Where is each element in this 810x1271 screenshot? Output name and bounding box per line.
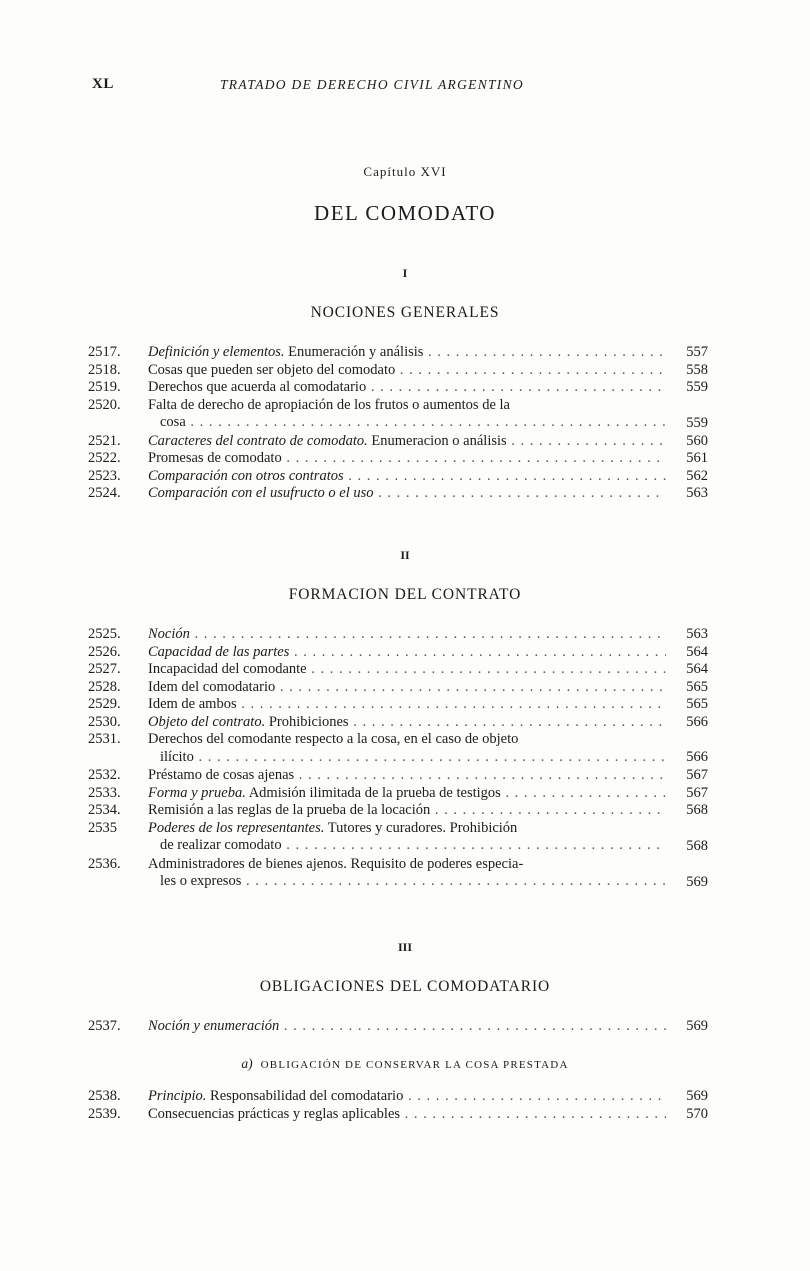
entry-title [148,820,666,855]
toc-entry [88,1106,708,1124]
entry-page: 567 [686,767,708,783]
entry-page: 568 [686,802,708,818]
toc-entry [88,714,708,732]
toc-list [88,344,708,503]
entry-italic: Definición y elementos. [148,344,285,360]
entry-italic: Caracteres del contrato de comodato. [148,432,368,449]
entry-italic: Noción [148,626,190,642]
toc-entry [88,696,708,714]
subsection-title [0,1056,810,1072]
entry-page: 564 [686,661,708,677]
page-folio: XL [92,76,114,92]
toc-entry [88,1018,708,1036]
entry-page: 562 [686,467,708,484]
entry-text: Incapacidad del comodante [148,661,307,677]
entry-italic: Comparación con el usufructo o el uso [148,485,374,501]
entry-title [148,785,666,803]
entry-continuation: les o expresos . . . [148,873,666,891]
toc-entry [88,661,708,679]
entry-number: 2522. [88,450,121,466]
entry-title [148,362,666,380]
entry-number: 2532. [88,767,121,783]
entry-text: Tutores y curadores. Prohibición [324,819,518,836]
entry-italic: Noción y enumeración [148,1018,280,1034]
entry-continuation: de realizar comodato . . . [148,837,666,855]
entry-text: Responsabilidad del comodatario [206,1088,404,1104]
entry-page: 566 [686,749,708,765]
entry-text: Admisión ilimitada de la prueba de testigos [245,784,501,801]
entry-number: 2525. [88,626,121,642]
toc-entry [88,679,708,697]
entry-number: 2528. [88,678,121,695]
entry-text: Consecuencias prácticas y reglas aplicables [148,1105,401,1122]
entry-text: Derechos del comodante respecto a la cosa, en el caso de objeto [148,731,519,747]
entry-page: 561 [686,450,708,466]
entry-title [148,644,666,662]
toc-list [88,1088,708,1123]
section-number: II [400,548,410,562]
entry-page: 557 [686,344,708,360]
entry-number: 2530. [88,713,121,730]
entry-title [148,767,666,785]
entry-italic: Objeto del contrato. [148,713,266,730]
toc-entry [88,644,708,662]
toc-entry [88,731,708,767]
toc-list [88,1018,708,1036]
entry-number: 2519. [88,379,121,395]
entry-number: 2518. [88,361,121,378]
entry-number: 2521. [88,432,121,449]
entry-page: 569 [686,1088,708,1104]
entry-italic: Capacidad de las partes [148,643,290,660]
toc-entry [88,802,708,820]
toc-list [88,626,708,892]
toc-entry [88,362,708,380]
entry-number: 2534. [88,802,121,818]
entry-title [148,1018,666,1036]
toc-entry [88,785,708,803]
entry-title [148,1106,666,1124]
toc-entry [88,450,708,468]
entry-number: 2537. [88,1018,121,1034]
entry-title [148,696,666,714]
entry-number: 2531. [88,731,121,747]
entry-page: 559 [686,379,708,395]
entry-title [148,450,666,468]
entry-number: 2535 [88,819,117,836]
entry-number: 2539. [88,1105,121,1122]
entry-number: 2538. [88,1088,121,1104]
entry-page: 569 [686,1018,708,1034]
entry-title [148,379,666,397]
entry-italic: Comparación con otros contratos [148,467,344,484]
entry-text: Préstamo de cosas ajenas [148,767,295,783]
entry-page: 568 [686,837,708,854]
entry-number: 2524. [88,485,121,501]
entry-text: Prohibiciones [265,713,349,730]
entry-title [148,626,666,644]
entry-title [148,468,666,486]
entry-text: Enumeracion o análisis [367,432,507,449]
entry-number: 2536. [88,855,121,872]
entry-page: 565 [686,696,708,712]
entry-title [148,344,666,362]
entry-number: 2533. [88,784,121,801]
entry-title [148,485,666,503]
entry-number: 2526. [88,643,121,660]
entry-title [148,731,666,766]
toc-entry [88,344,708,362]
chapter-title: DEL COMODATO [314,201,496,225]
entry-page: 567 [686,784,708,801]
toc-entry [88,767,708,785]
entry-text: Remisión a las reglas de la prueba de la locación [148,802,431,818]
entry-page: 563 [686,485,708,501]
entry-title [148,714,666,732]
toc-entry [88,379,708,397]
toc-entry [88,468,708,486]
section-title: NOCIONES GENERALES [310,304,500,321]
entry-page: 559 [686,414,708,431]
entry-page: 566 [686,713,708,730]
entry-text: Idem de ambos [148,696,237,712]
entry-number: 2520. [88,396,121,413]
toc-entry [88,856,708,892]
entry-title [148,433,666,451]
entry-title [148,661,666,679]
entry-number: 2523. [88,467,121,484]
section-title: FORMACION DEL CONTRATO [288,586,522,603]
book-title: TRATADO DE DERECHO CIVIL ARGENTINO [220,77,524,92]
entry-page: 564 [686,643,708,660]
entry-text: Falta de derecho de apropiación de los frutos o aumentos de la [148,396,510,413]
toc-entry [88,820,708,856]
entry-text: Derechos que acuerda al comodatario [148,379,367,395]
toc-entry [88,626,708,644]
entry-page: 569 [686,873,708,890]
entry-page: 565 [686,678,708,695]
section-number: III [397,940,412,954]
entry-italic: Poderes de los representantes. [148,819,325,836]
entry-title [148,1088,666,1106]
entry-title [148,856,666,891]
entry-page: 570 [686,1105,708,1122]
entry-number: 2529. [88,696,121,712]
toc-entry [88,1088,708,1106]
section-number: I [402,266,408,280]
toc-entry [88,433,708,451]
entry-text: Administradores de bienes ajenos. Requisito de poderes especia- [148,855,524,872]
toc-entry [88,397,708,433]
toc-entry [88,485,708,503]
subsection-letter: a) [241,1056,253,1071]
running-head [92,76,712,98]
section-title: OBLIGACIONES DEL COMODATARIO [259,978,551,995]
entry-text: Enumeración y análisis [284,344,424,360]
entry-text: Cosas que pueden ser objeto del comodato [148,361,396,378]
entry-italic: Principio. [148,1088,207,1104]
entry-text: Promesas de comodato [148,450,282,466]
entry-title [148,679,666,697]
entry-continuation: cosa . . . [148,414,666,432]
entry-number: 2527. [88,661,121,677]
entry-title [148,397,666,432]
entry-continuation: ilícito . . . [148,749,666,767]
entry-italic: Forma y prueba. [148,784,246,801]
chapter-label: Capítulo XVI [363,164,447,179]
entry-page: 558 [686,361,708,378]
entry-text: Idem del comodatario [148,678,276,695]
entry-title [148,802,666,820]
entry-page: 563 [686,626,708,642]
entry-number: 2517. [88,344,121,360]
subsection-heading: OBLIGACIÓN DE CONSERVAR LA COSA PRESTADA [260,1059,569,1071]
entry-page: 560 [686,432,708,449]
